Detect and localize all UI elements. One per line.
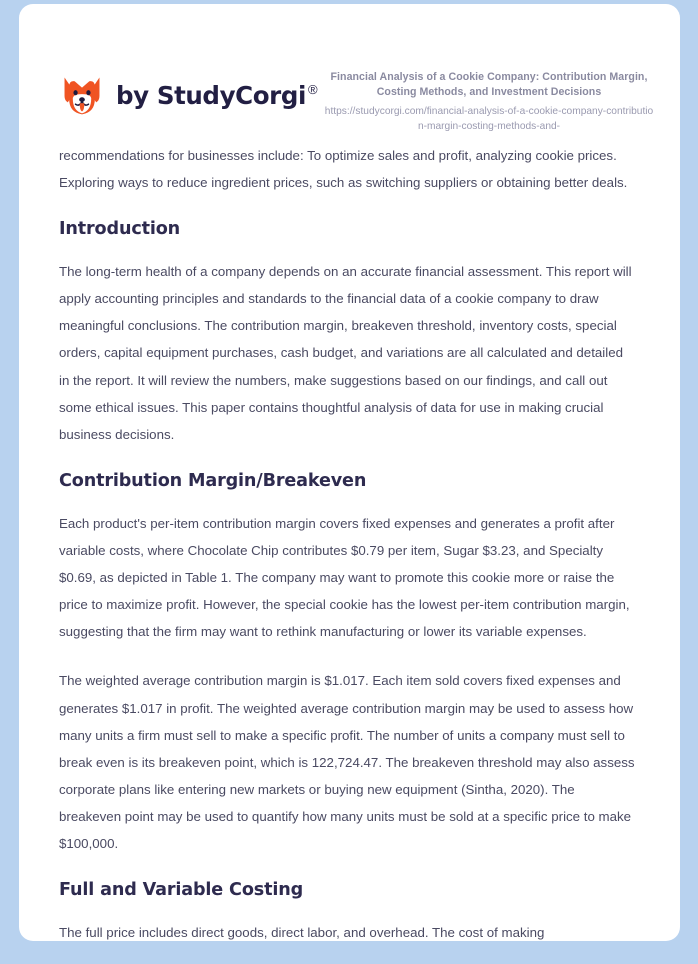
brand-wordmark: [116, 81, 317, 110]
brand-lockup: [59, 66, 317, 118]
corgi-head-icon: [59, 72, 105, 118]
header-meta: [324, 66, 654, 135]
document-page: [19, 4, 680, 941]
paragraph-full-and-variable-costing: The full price includes direct goods, direct labor, and overhead. The cost of making: [59, 925, 545, 941]
document-body: [19, 142, 680, 941]
document-header: [19, 4, 680, 142]
brand-wordmark-text: by StudyCorgi: [116, 80, 306, 110]
page-title: Financial Analysis of a Cookie Company: Contribution Margin, Costing Methods, and Investment Decisions: [330, 71, 648, 99]
heading-contribution-margin-breakeven: Contribution Margin/Breakeven: [59, 470, 367, 491]
paragraph-per-item-contribution-margin: Each product's per-item contribution margin covers fixed expenses and generates a profit after variable costs, where Chocolate Chip contributes $0.79 per item, Sugar $3.23, and Specialty $0.69, as depicted in Table 1. The company may want to promote this cookie more or raise the price to maximize profit. However, the special cookie has the lowest per-item contribution margin, suggesting that the firm may want to rethink manufacturing or lower its variable expenses.: [59, 515, 630, 640]
heading-full-and-variable-costing: Full and Variable Costing: [59, 880, 304, 901]
paragraph-introduction: The long-term health of a company depends on an accurate financial assessment. This report will apply accounting principles and standards to the financial data of a cookie company to draw meaningful conclusions. The contribution margin, breakeven threshold, inventory costs, special orders, capital equipment purchases, cash budget, and variations are all calculated and detailed in the report. It will review the numbers, make suggestions based on our findings, and call out some ethical issues. This paper contains thoughtful analysis of data for use in making crucial business decisions.: [59, 264, 632, 442]
paragraph-recommendations: recommendations for businesses include: To optimize sales and profit, analyzing cookie prices. Exploring ways to reduce ingredient prices, such as switching suppliers or obtaining better deals.: [59, 148, 628, 191]
source-url: https://studycorgi.com/financial-analysis-of-a-cookie-company-contribution-margin-costing-methods-and-: [324, 106, 654, 132]
registered-trademark-symbol: ®: [307, 82, 318, 98]
paragraph-weighted-average-contribution-margin: The weighted average contribution margin is $1.017. Each item sold covers fixed expenses and generates $1.017 in profit. The weighted average contribution margin may be used to assess how many units a firm must sell to make a specific profit. The number of units a company must sell to break even is its breakeven point, which is 122,724.47. The breakeven threshold may also assess corporate plans like entering new markets or buying new equipment (Sintha, 2020). The breakeven point may be used to quantify how many units must be sold at a specific price to make $100,000.: [59, 673, 635, 852]
heading-introduction: Introduction: [59, 219, 181, 240]
